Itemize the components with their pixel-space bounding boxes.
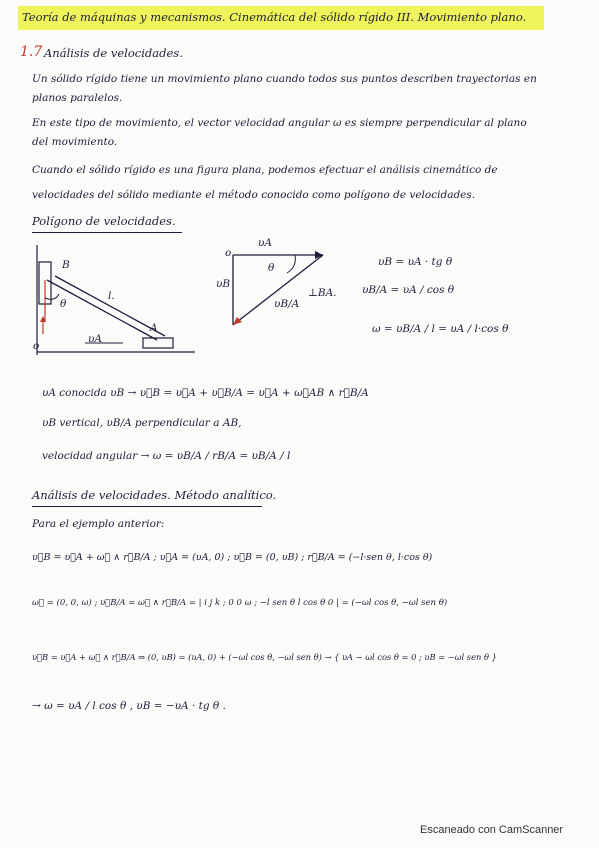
subsection-analytic: Análisis de velocidades. Método analítico. xyxy=(32,488,277,502)
label-a: A xyxy=(150,322,158,334)
subsection-polygon: Polígono de velocidades. xyxy=(32,214,176,228)
mid-eq: velocidad angular → ω = υB/A / rB/A = υB/A / l xyxy=(42,450,291,462)
subsection-underline xyxy=(32,232,182,233)
poly-vb: υB xyxy=(216,278,231,290)
page-title: Teoría de máquinas y mecanismos. Cinemática del sólido rígido III. Movimiento plano. xyxy=(22,10,527,24)
slider-a xyxy=(143,338,173,348)
analytic-intro: Para el ejemplo anterior: xyxy=(32,518,165,530)
right-eq: υB = υA · tg θ xyxy=(378,256,453,268)
analytic-eq: υ⃗B = υ⃗A + ω⃗ ∧ r⃗B/A ; υ⃗A = (υA, 0) ; υ⃗B = (0, υB) ; r⃗B/A = (−l·sen θ, l·cos θ) xyxy=(32,552,433,563)
label-origin: o xyxy=(33,340,40,352)
poly-va: υA xyxy=(258,237,272,249)
section-number: 1.7 xyxy=(20,44,43,60)
right-eq: ω = υB/A / l = υA / l·cos θ xyxy=(372,323,509,335)
paragraph-line: del movimiento. xyxy=(32,136,118,148)
analytic-eq: υ⃗B = υ⃗A + ω⃗ ∧ r⃗B/A ⇒ (0, υB) = (υA, 0) + (−ωl cos θ, −ωl sen θ) → { υA − ωl cos θ = 0 ; υB = −ωl sen θ } xyxy=(32,652,497,662)
poly-perp: ⊥BA. xyxy=(308,287,337,299)
label-l: l. xyxy=(108,290,115,302)
paragraph-line: planos paralelos. xyxy=(32,92,123,104)
paragraph-line: Un sólido rígido tiene un movimiento plano cuando todos sus puntos describen trayectorias en xyxy=(32,73,537,85)
bar-ab xyxy=(47,280,157,340)
mid-eq: υB vertical, υB/A perpendicular a AB, xyxy=(42,417,242,429)
right-eq: υB/A = υA / cos θ xyxy=(362,284,455,296)
mid-eq: υA conocida υB → υ⃗B = υ⃗A + υ⃗B/A = υ⃗A + ω⃗AB ∧ r⃗B/A xyxy=(42,387,369,399)
label-theta: θ xyxy=(60,298,67,310)
section-heading: Análisis de velocidades. xyxy=(44,46,183,60)
label-b: B xyxy=(62,259,70,271)
analytic-eq: → ω = υA / l cos θ , υB = −υA · tg θ . xyxy=(32,700,226,712)
poly-origin: o xyxy=(225,247,232,259)
analytic-eq: ω⃗ = (0, 0, ω) ; υ⃗B/A = ω⃗ ∧ r⃗B/A = | i j k ; 0 0 ω ; −l sen θ l cos θ 0 | = (−ωl cos θ, −ωl sen θ) xyxy=(32,598,448,608)
subsection-underline xyxy=(32,506,262,507)
paragraph-line: Cuando el sólido rígido es una figura plana, podemos efectuar el análisis cinemático de xyxy=(32,164,498,176)
poly-vba: υB/A xyxy=(274,298,300,310)
label-va: υA xyxy=(88,333,102,345)
mechanism-diagram xyxy=(25,240,205,370)
bar-ab-edge xyxy=(55,276,165,336)
poly-theta: θ xyxy=(268,262,275,274)
paragraph-line: En este tipo de movimiento, el vector velocidad angular ω es siempre perpendicular al plano xyxy=(32,117,527,129)
scanner-footer: Escaneado con CamScanner xyxy=(420,824,564,836)
paragraph-line: velocidades del sólido mediante el método conocido como polígono de velocidades. xyxy=(32,189,476,201)
